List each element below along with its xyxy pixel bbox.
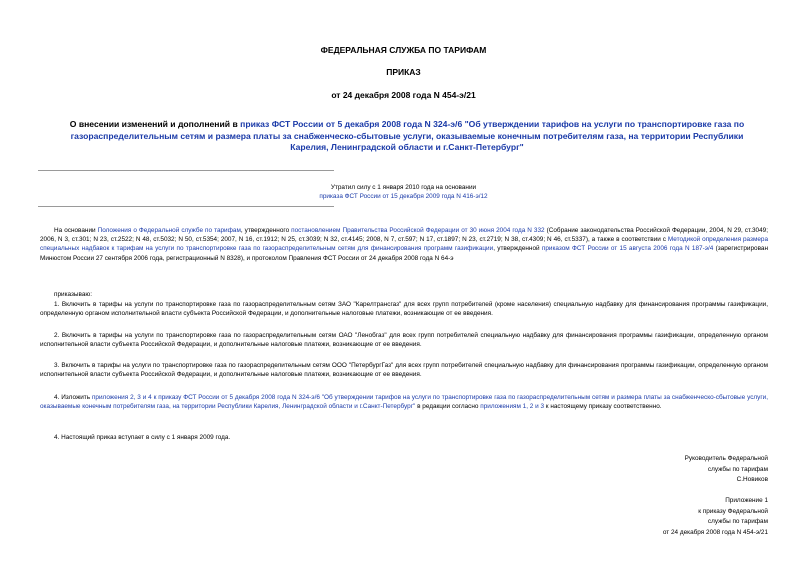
- item-3-paragraph: 3. Включить в тарифы на услуги по транспортировке газа по газораспределительным сетям ООО "ПетербургГаз" для всех групп потребителей специальную надбавку для финансирования программы газификации, определенную органом исполнительной власти субъекта Российской Федерации, и дополнительные налоговые платежи, возникающие от ее введения.: [40, 362, 768, 379]
- preamble-link-regulation[interactable]: Положения о Федеральной службе по тарифам: [97, 227, 241, 234]
- appendix-date: от 24 декабря 2008 года N 454-э/21: [662, 528, 768, 536]
- item-2-paragraph: 2. Включить в тарифы на услуги по транспортировке газа по газораспределительным сетям ОАО "Ленобгаз" для всех групп потребителей специальную надбавку для финансирования программы газификации, определенную органом исполнительной власти субъекта Российской Федерации, и дополнительные налоговые платежи, возникающие от ее введения.: [40, 332, 768, 349]
- doc-type-heading: ПРИКАЗ: [386, 67, 421, 77]
- item-4-text: в редакции согласно: [415, 403, 481, 411]
- title-link[interactable]: приказ ФСТ России от 5 декабря 2008 года N 324-э/6 "Об утверждении тарифов на услуги по транспортировке газа по газораспределительным сетям и размера платы за снабженческо-сбытовые услуги, оказываемые конечным потребителям газа, на территории Республики Карелия, Ленинградской области и г.Санкт-Петербург": [70, 119, 745, 152]
- preamble-link-order[interactable]: приказом ФСТ России от 15 августа 2006 года N 187-э/4: [541, 245, 714, 253]
- preamble-text: На основании: [54, 227, 98, 234]
- preamble-text: (зарегистрирован Минюстом России 27 сентября 2006 года, регистрационный N 8328), и протоколом Правления ФСТ России от 24 декабря 2008 года N 64-э: [40, 245, 768, 262]
- divider-bottom: [38, 206, 334, 207]
- status-note: [0, 183, 807, 201]
- item-5-paragraph: 4. Настоящий приказ вступает в силу с 1 января 2009 года.: [54, 434, 231, 441]
- item-4-text: к настоящему приказу соответственно.: [544, 403, 662, 411]
- preamble-text: , утвержденного: [240, 227, 292, 234]
- agency-heading: ФЕДЕРАЛЬНАЯ СЛУЖБА ПО ТАРИФАМ: [320, 45, 487, 55]
- title-prefix: О внесении изменений и дополнений в: [69, 119, 241, 129]
- order-word: приказываю:: [54, 291, 92, 298]
- preamble-paragraph: [40, 226, 768, 263]
- preamble-link-methodology[interactable]: Методикой определения размера специальных надбавок к тарифам на услуги по транспортировке газа по газораспределительным сетям для финансирования программ газификации: [40, 236, 768, 253]
- doc-date-heading: от 24 декабря 2008 года N 454-э/21: [331, 90, 476, 100]
- item-4-link-appendices[interactable]: приложения 2, 3 и 4 к приказу ФСТ России от 5 декабря 2008 года N 324-э/6 "Об утверждении тарифов на услуги по транспортировке газа по газораспределительным сетям и размера платы за снабженческо-сбытовые услуги, оказываемые конечным потребителям газа, на территории Республики Карелия, Ленинградской области и г.Санкт-Петербург": [40, 394, 768, 411]
- item-4-paragraph: [40, 393, 768, 411]
- signature-block: [560, 454, 768, 486]
- signature-name: С.Новиков: [736, 476, 768, 483]
- item-4-text: 4. Изложить: [54, 394, 92, 401]
- appendix-ref-line: к приказу Федеральной: [698, 507, 768, 515]
- signature-agency: службы по тарифам: [707, 465, 768, 473]
- appendix-agency: службы по тарифам: [707, 518, 768, 525]
- preamble-text: , утвержденной: [493, 245, 542, 253]
- status-line: Утратил силу с 1 января 2010 года на основании: [330, 184, 477, 191]
- divider-top: [38, 170, 334, 171]
- item-1-paragraph: 1. Включить в тарифы на услуги по транспортировке газа по газораспределительным сетям ЗАО "Карелтрансгаз" для всех групп потребителей (кроме населения) специальную надбавку для финансирования программы газификации, определенную органом исполнительной власти субъекта Российской Федерации, и дополнительные налоговые платежи, возникающие от ее введения.: [40, 301, 768, 318]
- document-title: [62, 119, 752, 154]
- preamble-text: (Собрание законодательства Российской Федерации, 2004, N 29, ст.3049; 2006, N 3, ст.301; N 23, ст.2522; N 48, ст.5032; N 50, ст.5354; 2007, N 16, ст.1912; N 25, ст.3039; N 32, ст.4145; 2008, N 7, ст.597; N 17, ст.1897; N 23, ст.2719; N 38, ст.4309; N 46, ст.5337), а также в соответствии с: [40, 227, 768, 244]
- status-link[interactable]: приказа ФСТ России от 15 декабря 2009 года N 416-э/12: [319, 193, 488, 200]
- item-4-link-attachments[interactable]: приложениям 1, 2 и 3: [480, 403, 544, 411]
- signature-position: Руководитель Федеральной: [684, 455, 768, 462]
- appendix-block: [560, 496, 768, 538]
- appendix-number: Приложение 1: [725, 497, 768, 504]
- preamble-link-government-decree[interactable]: постановлением Правительства Российской Федерации от 30 июня 2004 года N 332: [291, 227, 545, 234]
